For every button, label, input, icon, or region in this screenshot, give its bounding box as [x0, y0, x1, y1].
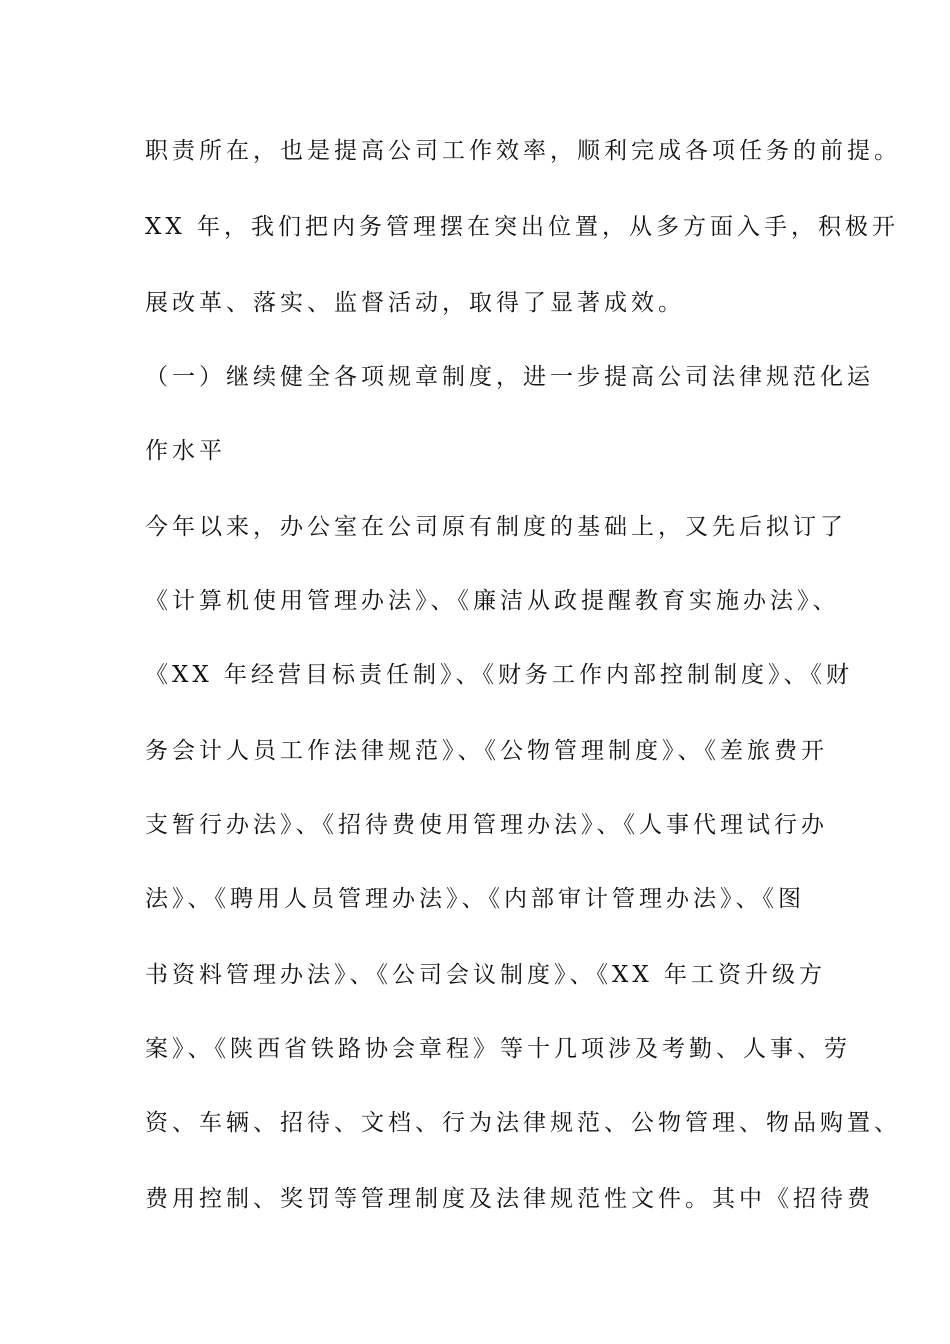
text-line: 费用控制、奖罚等管理制度及法律规范性文件。其中《招待费	[145, 1186, 874, 1212]
text-line: 书资料管理办法》、《公司会议制度》、《XX 年工资升级方	[145, 962, 827, 988]
section-heading: （一）继续健全各项规章制度，进一步提高公司法律规范化运	[145, 364, 874, 390]
text-line: 支暂行办法》、《招待费使用管理办法》、《人事代理试行办	[145, 812, 828, 838]
text-line: 《XX 年经营目标责任制》、《财务工作内部控制制度》、《财	[145, 662, 854, 688]
text-line: 《计算机使用管理办法》、《廉洁从政提醒教育实施办法》、	[145, 588, 840, 614]
text-line: 职责所在，也是提高公司工作效率，顺利完成各项任务的前提。	[145, 138, 901, 164]
text-line: 展改革、落实、监督活动，取得了显著成效。	[145, 290, 685, 316]
text-line: 资、车辆、招待、文档、行为法律规范、公物管理、物品购置、	[145, 1110, 901, 1136]
text-line: 今年以来，办公室在公司原有制度的基础上，又先后拟订了	[145, 514, 847, 540]
text-line: XX 年，我们把内务管理摆在突出位置，从多方面入手，积极开	[145, 214, 900, 240]
text-line: 务会计人员工作法律规范》、《公物管理制度》、《差旅费开	[145, 738, 828, 764]
text-line: 法》、《聘用人员管理办法》、《内部审计管理办法》、《图	[145, 886, 805, 912]
section-heading-continuation: 作水平	[145, 438, 226, 464]
text-line: 案》、《陕西省铁路协会章程》等十几项涉及考勤、人事、劳	[145, 1036, 851, 1062]
